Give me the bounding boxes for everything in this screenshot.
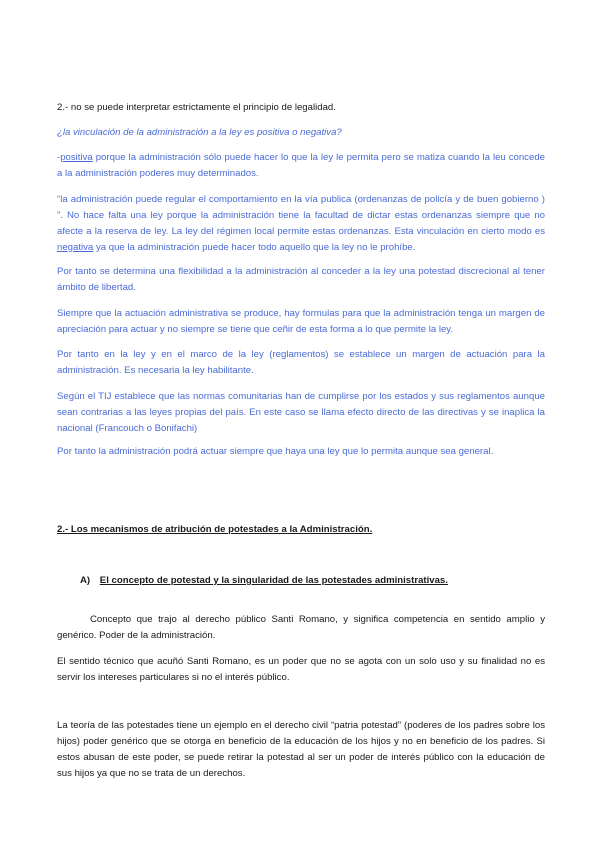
paragraph-text: “la administración puede regular el comportamiento en la vía publica (ordenanzas de policía y de buen gobierno ) ”. No hace falta una ley porque la administración tiene la facultad de dictar estas ordenanzas siempre que no afecte a la reserva de ley. La ley del régimen local permite estas ordenanzas. Esta vinculación en cierto modo es xyxy=(57,194,545,237)
subsection-heading xyxy=(80,573,545,589)
paragraph-positiva xyxy=(57,150,545,182)
negativa-word: negativa xyxy=(57,242,94,253)
paragraph-sentido-tecnico: El sentido técnico que acuñó Santi Romano, es un poder que no se agota con un solo uso y su finalidad no es servir los intereses particulares si no el interés público. xyxy=(57,656,545,683)
list-marker: A) xyxy=(80,575,91,586)
paragraph-conclusion: Por tanto la administración podrá actuar siempre que haya una ley que lo permita aunque sea general. xyxy=(57,446,494,457)
dash-prefix: - xyxy=(57,152,61,163)
paragraph-concepto: Concepto que trajo al derecho público Santi Romano, y significa competencia en sentido amplio y genérico. Poder de la administración. xyxy=(57,614,545,641)
subsection-title: El concepto de potestad y la singularidad de las potestades administrativas. xyxy=(99,575,448,586)
positiva-word: positiva xyxy=(60,152,93,163)
paragraph-text: ya que la administración puede hacer todo aquello que la ley no le prohíbe. xyxy=(93,242,416,253)
section-heading: 2.- no se puede interpretar estrictamente el principio de legalidad. xyxy=(57,102,336,113)
paragraph-margen: Siempre que la actuación administrativa se produce, hay formulas para que la administración tenga un margen de apreciación para actuar y no siempre se tiene que ceñir de esta forma a lo que permite la ley. xyxy=(57,308,545,335)
paragraph-patria-potestad: La teoría de las potestades tiene un ejemplo en el derecho civil “patria potestad” (poderes de los padres sobre los hijos) poder genérico que se otorga en beneficio de la educación de los hijos y no en beneficio de los padres. Si estos abusan de este poder, se puede retirar la potestad al ser un poder de interés público con la educación de sus hijos ya que no se trata de un derechos. xyxy=(57,720,545,779)
paragraph-ordenanzas xyxy=(57,192,545,256)
paragraph-tij: Según el TIJ establece que las normas comunitarias han de cumplirse por los estados y sus reglamentos aunque sean contrarias a las leyes propias del país. En este caso se llama efecto directo de las directivas y se inaplica la nacional (Francouch o Bonifachi) xyxy=(57,391,545,434)
section-title-mecanismos: 2.- Los mecanismos de atribución de potestades a la Administración. xyxy=(57,524,373,535)
question-text: ¿la vinculación de la administración a la ley es positiva o negativa? xyxy=(57,127,342,138)
paragraph-text: porque la administración sólo puede hacer lo que la ley le permita pero se matiza cuando la leu concede a la administración poderes muy determinados. xyxy=(57,152,545,179)
paragraph-flexibilidad: Por tanto se determina una flexibilidad a la administración al conceder a la ley una potestad discrecional al tener ámbito de libertad. xyxy=(57,266,545,293)
paragraph-ley-habilitante: Por tanto en la ley y en el marco de la ley (reglamentos) se establece un margen de actuación para la administración. Es necesaria la ley habilitante. xyxy=(57,349,545,376)
